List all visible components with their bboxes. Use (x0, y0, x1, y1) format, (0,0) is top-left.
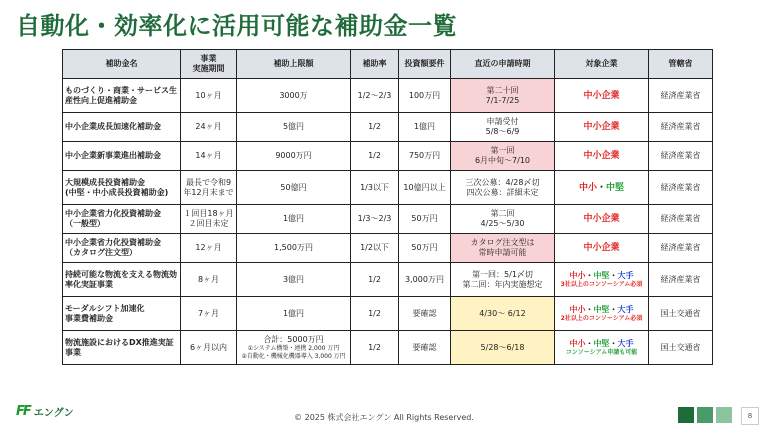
row-period: 24ヶ月 (181, 113, 237, 142)
table-row (63, 113, 713, 142)
target-main: 中小・中堅 (578, 182, 625, 193)
row-limit (237, 331, 351, 365)
row-limit: 3000万 (237, 79, 351, 113)
page-title: 自動化・効率化に活用可能な補助金一覧 (16, 12, 457, 40)
row-rate: 1/2 (351, 113, 399, 142)
logo-text: エングン (33, 408, 74, 419)
row-target (555, 142, 649, 171)
header-period: 事業 実施期間 (181, 50, 237, 79)
row-limit: 3億円 (237, 263, 351, 297)
row-target (555, 205, 649, 234)
target-note: 2社以上のコンソーシアム必須 (560, 314, 643, 322)
row-rate: 1/3以下 (351, 171, 399, 205)
logo-mark: FF (16, 404, 30, 419)
row-name: 中小企業成長加速化補助金 (63, 113, 181, 142)
copyright: © 2025 株式会社エングン All Rights Reserved. (294, 413, 474, 422)
limit-total: 合計：5000万円 (263, 334, 324, 344)
limit-note-2: ②自動化・機械化機器導入 3,000 万円 (241, 352, 346, 360)
row-invest: 要確認 (399, 297, 451, 331)
row-timing: 第一回 6月中旬〜7/10 (451, 142, 555, 171)
row-rate: 1/3〜2/3 (351, 205, 399, 234)
table-row (63, 171, 713, 205)
row-period: 7ヶ月 (181, 297, 237, 331)
row-rate: 1/2〜2/3 (351, 79, 399, 113)
row-timing: 5/28〜6/18 (451, 331, 555, 365)
row-ministry: 経済産業省 (649, 205, 713, 234)
row-name: 中小企業省力化投資補助金 （一般型） (63, 205, 181, 234)
target-note: コンソーシアム申請も可能 (565, 348, 638, 356)
target-main: 中小・中堅・大手 (569, 304, 634, 314)
row-limit: 50億円 (237, 171, 351, 205)
table-row (63, 205, 713, 234)
table-row (63, 142, 713, 171)
square-light (716, 407, 732, 423)
row-period: １回目18ヶ月 ２回目未定 (181, 205, 237, 234)
row-target (555, 297, 649, 331)
row-target (555, 171, 649, 205)
row-ministry: 国土交通省 (649, 297, 713, 331)
row-period: 10ヶ月 (181, 79, 237, 113)
row-invest: 50万円 (399, 234, 451, 263)
row-invest: 要確認 (399, 331, 451, 365)
row-ministry: 経済産業省 (649, 79, 713, 113)
row-ministry: 経済産業省 (649, 142, 713, 171)
target-main: 中小・中堅・大手 (569, 338, 634, 348)
table-row (63, 263, 713, 297)
row-period: 14ヶ月 (181, 142, 237, 171)
row-ministry: 経済産業省 (649, 171, 713, 205)
target-main: 中小企業 (583, 243, 620, 253)
row-name: 物流施設におけるDX推進実証事業 (63, 331, 181, 365)
row-timing: カタログ注文型は 常時申請可能 (451, 234, 555, 263)
row-name: モーダルシフト加速化 事業費補助金 (63, 297, 181, 331)
row-invest: 50万円 (399, 205, 451, 234)
row-rate: 1/2 (351, 142, 399, 171)
row-timing: 申請受付 5/8〜6/9 (451, 113, 555, 142)
limit-note-1: ①システム構築・連携 2,000 万円 (247, 344, 340, 352)
row-invest: 1億円 (399, 113, 451, 142)
row-timing: 三次公募：4/28〆切 四次公募：詳細未定 (451, 171, 555, 205)
square-dark (678, 407, 694, 423)
row-target (555, 234, 649, 263)
row-target (555, 79, 649, 113)
target-main: 中小企業 (583, 122, 620, 132)
row-timing: 第二回 4/25〜5/30 (451, 205, 555, 234)
subsidy-table (62, 49, 713, 365)
target-main: 中小企業 (583, 151, 620, 161)
header-invest: 投資額要件 (399, 50, 451, 79)
row-name: 大規模成長投資補助金 (中堅・中小成長投資補助金) (63, 171, 181, 205)
row-timing: 第一回：5/1〆切 第二回：年内実施想定 (451, 263, 555, 297)
row-limit: 1億円 (237, 205, 351, 234)
target-main: 中小企業 (583, 90, 620, 101)
row-ministry: 経済産業省 (649, 113, 713, 142)
header-target: 対象企業 (555, 50, 649, 79)
row-period: 8ヶ月 (181, 263, 237, 297)
row-rate: 1/2 (351, 297, 399, 331)
header-timing: 直近の申請時期 (451, 50, 555, 79)
row-ministry: 経済産業省 (649, 263, 713, 297)
row-target (555, 113, 649, 142)
row-timing: 4/30〜 6/12 (451, 297, 555, 331)
row-rate: 1/2以下 (351, 234, 399, 263)
header-rate: 補助率 (351, 50, 399, 79)
row-name: 中小企業新事業進出補助金 (63, 142, 181, 171)
header-name: 補助金名 (63, 50, 181, 79)
row-period: 12ヶ月 (181, 234, 237, 263)
row-timing: 第二十回 7/1-7/25 (451, 79, 555, 113)
row-limit: 1億円 (237, 297, 351, 331)
row-limit: 1,500万円 (237, 234, 351, 263)
table-row (63, 331, 713, 365)
row-rate: 1/2 (351, 263, 399, 297)
row-ministry: 経済産業省 (649, 234, 713, 263)
header-ministry: 管轄省 (649, 50, 713, 79)
target-note: 3社以上のコンソーシアム必須 (560, 280, 643, 288)
row-ministry: 国土交通省 (649, 331, 713, 365)
table-header-row (63, 50, 713, 79)
page-number: 8 (741, 407, 759, 425)
row-invest: 10億円以上 (399, 171, 451, 205)
row-invest: 100万円 (399, 79, 451, 113)
row-rate: 1/2 (351, 331, 399, 365)
row-period: 最長で令和9年12月末まで (181, 171, 237, 205)
target-main: 中小・中堅・大手 (569, 270, 634, 280)
row-target (555, 263, 649, 297)
row-target (555, 331, 649, 365)
row-name: 持続可能な物流を支える物流効率化実証事業 (63, 263, 181, 297)
row-invest: 750万円 (399, 142, 451, 171)
target-main: 中小企業 (583, 214, 620, 224)
row-limit: 5億円 (237, 113, 351, 142)
row-name: ものづくり・商業・サービス生産性向上促進補助金 (63, 79, 181, 113)
row-limit: 9000万円 (237, 142, 351, 171)
decorative-squares (678, 407, 732, 423)
row-period: 6ヶ月以内 (181, 331, 237, 365)
row-invest: 3,000万円 (399, 263, 451, 297)
table-row (63, 297, 713, 331)
square-mid (697, 407, 713, 423)
table-row (63, 79, 713, 113)
table-row (63, 234, 713, 263)
header-limit: 補助上限額 (237, 50, 351, 79)
row-name: 中小企業省力化投資補助金 （カタログ注文型） (63, 234, 181, 263)
